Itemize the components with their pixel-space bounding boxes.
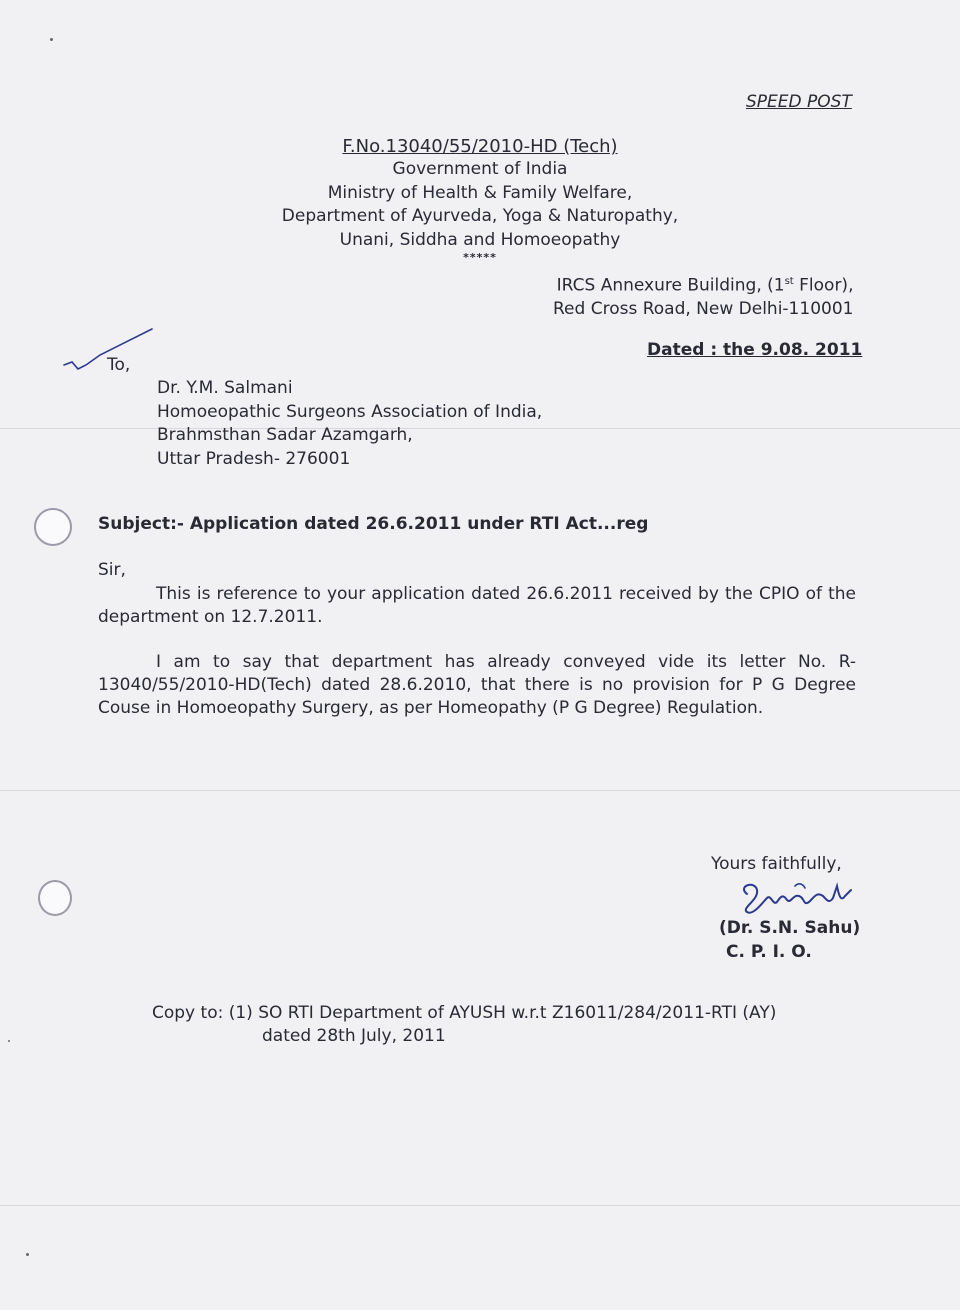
salutation: Sir,: [98, 560, 126, 580]
office-line: Unani, Siddha and Homoeopathy: [339, 229, 621, 250]
to-label: To,: [107, 355, 131, 375]
recipient-address: [157, 377, 542, 471]
letter-date: Dated : the 9.08. 2011: [647, 340, 863, 360]
body-paragraph: This is reference to your application dated 26.6.2011 received by the CPIO of the department on 12.7.2011.: [98, 584, 856, 627]
address-line-1-text: IRCS Annexure Building, (1: [556, 275, 785, 296]
address-line-1-suffix: Floor),: [793, 275, 854, 296]
office-heading: [196, 158, 764, 264]
fold-line: [0, 1205, 960, 1206]
copy-to-line-1: Copy to: (1) SO RTI Department of AYUSH w.r.t Z16011/284/2011-RTI (AY): [152, 1003, 777, 1023]
valediction: Yours faithfully,: [711, 854, 842, 874]
separator-stars: *****: [463, 251, 497, 264]
recipient-line: Homoeopathic Surgeons Association of India,: [157, 401, 543, 422]
office-line: Department of Ayurveda, Yoga & Naturopathy,: [281, 206, 679, 226]
signatory-designation: C. P. I. O.: [726, 942, 812, 962]
office-line: Ministry of Health & Family Welfare,: [327, 182, 633, 203]
address-line-2: Red Cross Road, New Delhi-110001: [553, 299, 854, 320]
body-paragraph: I am to say that department has already conveyed vide its letter No. R-13040/55/2010-HD(Tech) dated 28.6.2010, that there is no provision for P G Degree Couse in Homoeopathy Surgery, as per Homeopathy (P G Degree) Regulation.: [98, 652, 856, 718]
recipient-line: Uttar Pradesh- 276001: [157, 448, 351, 469]
office-line: Government of India: [392, 159, 568, 179]
subject-line: Subject:- Application dated 26.6.2011 under RTI Act...reg: [98, 514, 649, 534]
scan-speck: [8, 1040, 10, 1042]
fold-line: [0, 790, 960, 791]
signatory-name: (Dr. S.N. Sahu): [719, 918, 861, 938]
file-number: F.No.13040/55/2010-HD (Tech): [342, 136, 618, 157]
scan-speck: [50, 38, 53, 41]
scan-speck: [26, 1253, 29, 1256]
punch-hole: [34, 508, 72, 546]
address-line-1: [553, 270, 853, 298]
copy-to-line-2: dated 28th July, 2011: [262, 1026, 446, 1046]
address-superscript: st: [784, 276, 794, 287]
office-address: [553, 270, 853, 322]
speed-post-label: SPEED POST: [746, 92, 852, 112]
recipient-line: Dr. Y.M. Salmani: [157, 378, 293, 398]
punch-hole: [38, 880, 72, 916]
recipient-line: Brahmsthan Sadar Azamgarh,: [157, 425, 413, 445]
signature-icon: [733, 872, 883, 918]
